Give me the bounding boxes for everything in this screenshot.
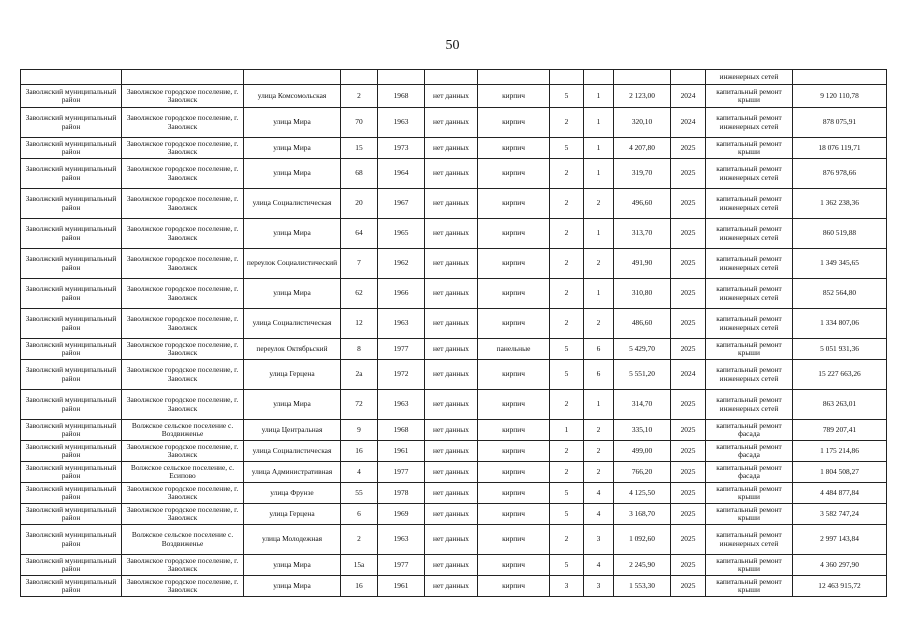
cell-entrances: 1	[584, 390, 614, 420]
cell-year: 1961	[378, 441, 425, 462]
cell-year: 1967	[378, 189, 425, 219]
cell-year: 1965	[378, 219, 425, 249]
cell-district: Заволжский муниципальный район	[21, 483, 122, 504]
cell-house: 2	[341, 525, 378, 555]
cell-info: нет данных	[425, 576, 478, 597]
cell-plan-year: 2025	[671, 525, 706, 555]
table-row	[21, 504, 887, 525]
cell-info: нет данных	[425, 309, 478, 339]
cell-material: кирпич	[478, 138, 550, 159]
cell-area: 320,10	[614, 108, 671, 138]
cell-cost: 789 207,41	[793, 420, 887, 441]
cell-settlement: Заволжское городское поселение, г. Заволжск	[122, 189, 244, 219]
cell-entrances: 1	[584, 219, 614, 249]
cell-info: нет данных	[425, 360, 478, 390]
cell-street: улица Комсомольская	[244, 85, 341, 108]
cell-area: 499,00	[614, 441, 671, 462]
cell-cost: 15 227 663,26	[793, 360, 887, 390]
cell-info: нет данных	[425, 555, 478, 576]
cell-street: улица Мира	[244, 390, 341, 420]
cell-entrances: 2	[584, 420, 614, 441]
cell-district: Заволжский муниципальный район	[21, 108, 122, 138]
cell-district: Заволжский муниципальный район	[21, 390, 122, 420]
cell-area: 5 551,20	[614, 360, 671, 390]
cell-settlement: Заволжское городское поселение, г. Заволжск	[122, 360, 244, 390]
cell-entrances: 3	[584, 576, 614, 597]
cell-district: Заволжский муниципальный район	[21, 360, 122, 390]
cell-house: 9	[341, 420, 378, 441]
cell-plan-year: 2025	[671, 138, 706, 159]
cell-settlement: Заволжское городское поселение, г. Заволжск	[122, 339, 244, 360]
cell-house: 2	[341, 85, 378, 108]
cell-district: Заволжский муниципальный район	[21, 85, 122, 108]
cell-area: 486,60	[614, 309, 671, 339]
cell-floors: 5	[550, 360, 584, 390]
table-body	[21, 70, 887, 597]
cell-floors: 2	[550, 108, 584, 138]
cell-street: улица Административная	[244, 462, 341, 483]
cell-area: 314,70	[614, 390, 671, 420]
cell-area: 1 092,60	[614, 525, 671, 555]
cell-plan-year: 2025	[671, 555, 706, 576]
cell-settlement: Волжское сельское поселение с. Воздвиженье	[122, 420, 244, 441]
cell-entrances: 1	[584, 108, 614, 138]
cell-floors: 2	[550, 441, 584, 462]
cell-floors: 1	[550, 420, 584, 441]
cell-material: кирпич	[478, 85, 550, 108]
cell-entrances: 1	[584, 279, 614, 309]
housing-repair-table	[20, 69, 887, 597]
cell-plan-year: 2025	[671, 219, 706, 249]
cell-info: нет данных	[425, 108, 478, 138]
cell-info: нет данных	[425, 249, 478, 279]
cell-settlement: Волжское сельское поселение, с. Есипово	[122, 462, 244, 483]
cell-district	[21, 70, 122, 85]
cell-year: 1972	[378, 360, 425, 390]
cell-district: Заволжский муниципальный район	[21, 462, 122, 483]
cell-settlement: Заволжское городское поселение, г. Заволжск	[122, 309, 244, 339]
cell-work-type: капитальный ремонт фасада	[706, 462, 793, 483]
cell-info: нет данных	[425, 138, 478, 159]
cell-street: улица Фрунзе	[244, 483, 341, 504]
cell-info	[425, 70, 478, 85]
cell-district: Заволжский муниципальный район	[21, 576, 122, 597]
cell-entrances: 1	[584, 85, 614, 108]
cell-material: кирпич	[478, 390, 550, 420]
cell-street: улица Социалистическая	[244, 309, 341, 339]
cell-work-type: капитальный ремонт инженерных сетей	[706, 525, 793, 555]
cell-material: кирпич	[478, 219, 550, 249]
cell-cost	[793, 70, 887, 85]
cell-work-type: капитальный ремонт инженерных сетей	[706, 189, 793, 219]
cell-district: Заволжский муниципальный район	[21, 555, 122, 576]
cell-house: 62	[341, 279, 378, 309]
cell-material: кирпич	[478, 159, 550, 189]
cell-plan-year: 2025	[671, 279, 706, 309]
cell-floors: 2	[550, 462, 584, 483]
table-row	[21, 85, 887, 108]
cell-settlement: Заволжское городское поселение, г. Заволжск	[122, 555, 244, 576]
cell-house: 4	[341, 462, 378, 483]
cell-work-type: капитальный ремонт крыши	[706, 138, 793, 159]
cell-settlement: Заволжское городское поселение, г. Заволжск	[122, 85, 244, 108]
cell-street: переулок Октябрьский	[244, 339, 341, 360]
cell-material: кирпич	[478, 525, 550, 555]
cell-year: 1964	[378, 159, 425, 189]
cell-material: кирпич	[478, 555, 550, 576]
table-row	[21, 441, 887, 462]
cell-house: 6	[341, 504, 378, 525]
cell-cost: 9 120 110,78	[793, 85, 887, 108]
cell-street: улица Мира	[244, 576, 341, 597]
cell-floors: 2	[550, 390, 584, 420]
cell-street: улица Герцена	[244, 360, 341, 390]
table-row	[21, 555, 887, 576]
cell-floors: 2	[550, 219, 584, 249]
table-row	[21, 525, 887, 555]
cell-street: улица Социалистическая	[244, 441, 341, 462]
cell-work-type: капитальный ремонт инженерных сетей	[706, 279, 793, 309]
cell-plan-year: 2025	[671, 159, 706, 189]
cell-cost: 876 978,66	[793, 159, 887, 189]
cell-area: 496,60	[614, 189, 671, 219]
cell-district: Заволжский муниципальный район	[21, 219, 122, 249]
cell-plan-year: 2025	[671, 576, 706, 597]
cell-street: улица Мира	[244, 159, 341, 189]
table-row	[21, 249, 887, 279]
cell-area: 491,90	[614, 249, 671, 279]
cell-settlement: Заволжское городское поселение, г. Заволжск	[122, 441, 244, 462]
cell-floors: 2	[550, 189, 584, 219]
cell-work-type: капитальный ремонт инженерных сетей	[706, 159, 793, 189]
cell-area: 766,20	[614, 462, 671, 483]
cell-entrances: 2	[584, 249, 614, 279]
cell-year: 1963	[378, 108, 425, 138]
cell-cost: 2 997 143,84	[793, 525, 887, 555]
cell-house: 64	[341, 219, 378, 249]
cell-info: нет данных	[425, 219, 478, 249]
cell-material: кирпич	[478, 483, 550, 504]
cell-settlement: Заволжское городское поселение, г. Заволжск	[122, 249, 244, 279]
cell-info: нет данных	[425, 441, 478, 462]
table-row	[21, 420, 887, 441]
cell-year: 1978	[378, 483, 425, 504]
cell-floors: 2	[550, 279, 584, 309]
cell-settlement	[122, 70, 244, 85]
cell-plan-year: 2025	[671, 504, 706, 525]
cell-year: 1968	[378, 420, 425, 441]
cell-district: Заволжский муниципальный район	[21, 249, 122, 279]
table-row	[21, 309, 887, 339]
cell-year: 1977	[378, 462, 425, 483]
cell-year: 1961	[378, 576, 425, 597]
cell-work-type: капитальный ремонт инженерных сетей	[706, 360, 793, 390]
cell-settlement: Заволжское городское поселение, г. Заволжск	[122, 159, 244, 189]
cell-work-type: капитальный ремонт крыши	[706, 576, 793, 597]
cell-house: 55	[341, 483, 378, 504]
cell-plan-year: 2024	[671, 360, 706, 390]
cell-cost: 1 362 238,36	[793, 189, 887, 219]
cell-entrances: 2	[584, 441, 614, 462]
cell-area: 4 125,50	[614, 483, 671, 504]
cell-cost: 1 804 508,27	[793, 462, 887, 483]
cell-cost: 12 463 915,72	[793, 576, 887, 597]
cell-floors: 2	[550, 249, 584, 279]
cell-area: 310,80	[614, 279, 671, 309]
table-row	[21, 462, 887, 483]
cell-work-type: инженерных сетей	[706, 70, 793, 85]
cell-area: 4 207,80	[614, 138, 671, 159]
cell-year: 1977	[378, 339, 425, 360]
cell-house: 15а	[341, 555, 378, 576]
cell-work-type: капитальный ремонт инженерных сетей	[706, 219, 793, 249]
cell-floors: 5	[550, 504, 584, 525]
cell-floors: 2	[550, 159, 584, 189]
table-row	[21, 138, 887, 159]
cell-year: 1962	[378, 249, 425, 279]
cell-info: нет данных	[425, 85, 478, 108]
cell-floors: 2	[550, 309, 584, 339]
table-row	[21, 483, 887, 504]
cell-house: 20	[341, 189, 378, 219]
cell-info: нет данных	[425, 483, 478, 504]
cell-material: кирпич	[478, 504, 550, 525]
cell-material: кирпич	[478, 279, 550, 309]
cell-street: улица Мира	[244, 108, 341, 138]
cell-floors: 5	[550, 483, 584, 504]
cell-entrances: 6	[584, 360, 614, 390]
cell-floors: 5	[550, 555, 584, 576]
cell-info: нет данных	[425, 339, 478, 360]
table-row	[21, 70, 887, 85]
cell-cost: 18 076 119,71	[793, 138, 887, 159]
cell-house: 12	[341, 309, 378, 339]
cell-cost: 4 484 877,84	[793, 483, 887, 504]
table-row	[21, 219, 887, 249]
cell-area: 3 168,70	[614, 504, 671, 525]
cell-cost: 5 051 931,36	[793, 339, 887, 360]
cell-work-type: капитальный ремонт инженерных сетей	[706, 390, 793, 420]
cell-floors: 5	[550, 138, 584, 159]
cell-cost: 1 349 345,65	[793, 249, 887, 279]
cell-street: улица Мира	[244, 555, 341, 576]
cell-cost: 852 564,80	[793, 279, 887, 309]
cell-material: кирпич	[478, 462, 550, 483]
cell-street: улица Центральная	[244, 420, 341, 441]
cell-plan-year: 2025	[671, 309, 706, 339]
cell-floors: 2	[550, 525, 584, 555]
page-number: 50	[445, 38, 460, 53]
table-row	[21, 108, 887, 138]
table-row	[21, 189, 887, 219]
cell-entrances	[584, 70, 614, 85]
cell-info: нет данных	[425, 420, 478, 441]
cell-cost: 878 075,91	[793, 108, 887, 138]
cell-work-type: капитальный ремонт инженерных сетей	[706, 249, 793, 279]
cell-year: 1973	[378, 138, 425, 159]
cell-entrances: 6	[584, 339, 614, 360]
cell-house	[341, 70, 378, 85]
cell-settlement: Заволжское городское поселение, г. Заволжск	[122, 504, 244, 525]
cell-info: нет данных	[425, 390, 478, 420]
cell-cost: 860 519,88	[793, 219, 887, 249]
cell-area: 335,10	[614, 420, 671, 441]
cell-plan-year: 2025	[671, 249, 706, 279]
cell-house: 7	[341, 249, 378, 279]
cell-work-type: капитальный ремонт инженерных сетей	[706, 309, 793, 339]
cell-plan-year: 2024	[671, 85, 706, 108]
cell-street: улица Герцена	[244, 504, 341, 525]
cell-entrances: 1	[584, 138, 614, 159]
cell-work-type: капитальный ремонт крыши	[706, 504, 793, 525]
cell-street: улица Мира	[244, 219, 341, 249]
cell-settlement: Заволжское городское поселение, г. Заволжск	[122, 219, 244, 249]
cell-settlement: Заволжское городское поселение, г. Заволжск	[122, 279, 244, 309]
cell-district: Заволжский муниципальный район	[21, 441, 122, 462]
cell-cost: 4 360 297,90	[793, 555, 887, 576]
cell-year: 1963	[378, 309, 425, 339]
cell-house: 2а	[341, 360, 378, 390]
cell-settlement: Волжское сельское поселение с. Воздвиженье	[122, 525, 244, 555]
cell-year: 1963	[378, 525, 425, 555]
cell-year	[378, 70, 425, 85]
cell-house: 15	[341, 138, 378, 159]
cell-cost: 3 582 747,24	[793, 504, 887, 525]
cell-floors: 5	[550, 339, 584, 360]
cell-district: Заволжский муниципальный район	[21, 138, 122, 159]
cell-info: нет данных	[425, 462, 478, 483]
cell-district: Заволжский муниципальный район	[21, 189, 122, 219]
cell-floors: 3	[550, 576, 584, 597]
cell-work-type: капитальный ремонт крыши	[706, 483, 793, 504]
cell-plan-year: 2025	[671, 339, 706, 360]
cell-district: Заволжский муниципальный район	[21, 309, 122, 339]
cell-entrances: 2	[584, 462, 614, 483]
table-row	[21, 360, 887, 390]
cell-house: 16	[341, 441, 378, 462]
cell-street	[244, 70, 341, 85]
cell-work-type: капитальный ремонт фасада	[706, 420, 793, 441]
cell-plan-year: 2025	[671, 462, 706, 483]
cell-material	[478, 70, 550, 85]
cell-settlement: Заволжское городское поселение, г. Заволжск	[122, 576, 244, 597]
cell-work-type: капитальный ремонт крыши	[706, 339, 793, 360]
cell-house: 16	[341, 576, 378, 597]
cell-entrances: 4	[584, 504, 614, 525]
cell-district: Заволжский муниципальный район	[21, 159, 122, 189]
cell-material: кирпич	[478, 420, 550, 441]
cell-material: кирпич	[478, 360, 550, 390]
cell-info: нет данных	[425, 525, 478, 555]
cell-plan-year	[671, 70, 706, 85]
table-row	[21, 576, 887, 597]
cell-district: Заволжский муниципальный район	[21, 525, 122, 555]
cell-district: Заволжский муниципальный район	[21, 279, 122, 309]
cell-house: 8	[341, 339, 378, 360]
cell-floors: 5	[550, 85, 584, 108]
table-row	[21, 390, 887, 420]
cell-street: улица Социалистическая	[244, 189, 341, 219]
cell-settlement: Заволжское городское поселение, г. Заволжск	[122, 483, 244, 504]
cell-street: улица Мира	[244, 138, 341, 159]
cell-material: кирпич	[478, 576, 550, 597]
cell-material: кирпич	[478, 249, 550, 279]
cell-work-type: капитальный ремонт крыши	[706, 555, 793, 576]
cell-house: 70	[341, 108, 378, 138]
cell-house: 68	[341, 159, 378, 189]
cell-plan-year: 2025	[671, 483, 706, 504]
cell-plan-year: 2024	[671, 108, 706, 138]
cell-material: панельные	[478, 339, 550, 360]
cell-entrances: 4	[584, 555, 614, 576]
cell-plan-year: 2025	[671, 420, 706, 441]
cell-year: 1966	[378, 279, 425, 309]
cell-entrances: 2	[584, 189, 614, 219]
cell-info: нет данных	[425, 189, 478, 219]
cell-work-type: капитальный ремонт фасада	[706, 441, 793, 462]
cell-info: нет данных	[425, 159, 478, 189]
cell-year: 1977	[378, 555, 425, 576]
cell-area: 2 245,90	[614, 555, 671, 576]
cell-work-type: капитальный ремонт инженерных сетей	[706, 108, 793, 138]
cell-cost: 863 263,01	[793, 390, 887, 420]
cell-info: нет данных	[425, 504, 478, 525]
cell-area: 1 553,30	[614, 576, 671, 597]
table-row	[21, 279, 887, 309]
cell-area: 313,70	[614, 219, 671, 249]
cell-plan-year: 2025	[671, 390, 706, 420]
cell-work-type: капитальный ремонт крыши	[706, 85, 793, 108]
cell-entrances: 1	[584, 159, 614, 189]
cell-street: улица Мира	[244, 279, 341, 309]
cell-area: 5 429,70	[614, 339, 671, 360]
cell-material: кирпич	[478, 189, 550, 219]
cell-street: переулок Социалистический	[244, 249, 341, 279]
cell-material: кирпич	[478, 108, 550, 138]
cell-settlement: Заволжское городское поселение, г. Заволжск	[122, 138, 244, 159]
cell-info: нет данных	[425, 279, 478, 309]
cell-house: 72	[341, 390, 378, 420]
cell-material: кирпич	[478, 309, 550, 339]
cell-plan-year: 2025	[671, 441, 706, 462]
cell-area: 2 123,00	[614, 85, 671, 108]
cell-year: 1963	[378, 390, 425, 420]
cell-settlement: Заволжское городское поселение, г. Заволжск	[122, 108, 244, 138]
cell-district: Заволжский муниципальный район	[21, 339, 122, 360]
cell-year: 1969	[378, 504, 425, 525]
table-row	[21, 339, 887, 360]
cell-settlement: Заволжское городское поселение, г. Заволжск	[122, 390, 244, 420]
cell-cost: 1 175 214,86	[793, 441, 887, 462]
cell-entrances: 3	[584, 525, 614, 555]
cell-plan-year: 2025	[671, 189, 706, 219]
cell-entrances: 2	[584, 309, 614, 339]
cell-street: улица Молодежная	[244, 525, 341, 555]
table-row	[21, 159, 887, 189]
cell-year: 1968	[378, 85, 425, 108]
cell-cost: 1 334 807,06	[793, 309, 887, 339]
cell-area	[614, 70, 671, 85]
cell-area: 319,70	[614, 159, 671, 189]
cell-district: Заволжский муниципальный район	[21, 504, 122, 525]
cell-entrances: 4	[584, 483, 614, 504]
cell-floors	[550, 70, 584, 85]
cell-district: Заволжский муниципальный район	[21, 420, 122, 441]
cell-material: кирпич	[478, 441, 550, 462]
